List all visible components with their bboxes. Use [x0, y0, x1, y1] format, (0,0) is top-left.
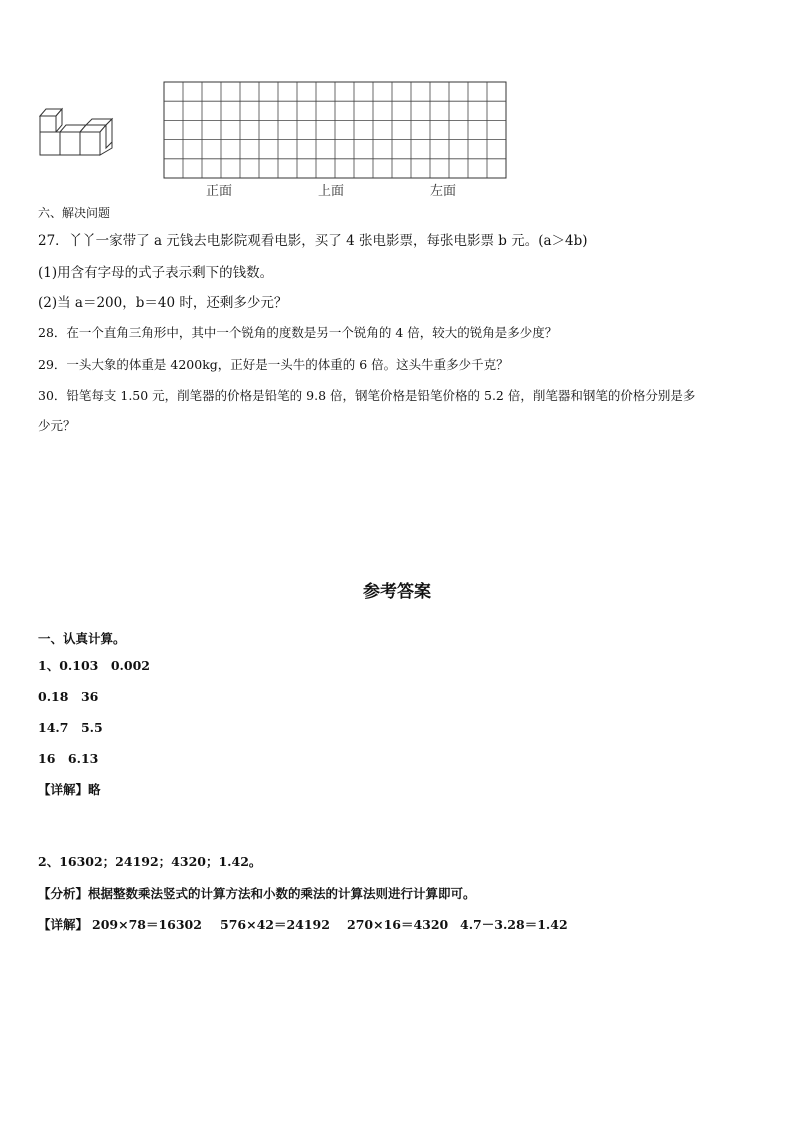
question-30-line2: 少元？ — [38, 418, 76, 433]
answer-1-detail: 【详解】略 — [38, 782, 101, 797]
left-view-label: 左面 — [430, 184, 457, 199]
answer-2-analysis: 【分析】根据整数乘法竖式的计算方法和小数的乘法的计算法则进行计算即可。 — [38, 886, 476, 901]
answer-2-eq4: 4.7－3.28＝1.42 — [460, 917, 568, 932]
answer-1-line4: 16 6.13 — [38, 751, 99, 766]
question-27: 27．丫丫一家带了 a 元钱去电影院观看电影，买了 4 张电影票，每张电影票 b 元。(a＞4b) — [38, 233, 588, 249]
answer-1-line2: 0.18 36 — [38, 689, 99, 704]
front-view-label: 正面 — [206, 184, 233, 199]
answer-2-detail-label: 【详解】 — [38, 917, 89, 932]
cube-figure — [36, 104, 120, 162]
question-30-line1: 30．铅笔每支 1.50 元，削笔器的价格是铅笔的 9.8 倍，钢笔价格是铅笔价格的 5.2 倍，削笔器和钢笔的价格分别是多 — [38, 388, 696, 403]
question-28: 28．在一个直角三角形中，其中一个锐角的度数是另一个锐角的 4 倍，较大的锐角是多少度？ — [38, 325, 558, 340]
answer-2-eq1: 209×78＝16302 — [92, 917, 202, 932]
answer-2-eq2: 576×42＝24192 — [220, 917, 330, 932]
answers-title: 参考答案 — [363, 582, 431, 602]
question-27-part2: (2)当 a＝200，b＝40 时，还剩多少元？ — [38, 295, 288, 311]
question-29: 29．一头大象的体重是 4200kg，正好是一头牛的体重的 6 倍。这头牛重多少千克？ — [38, 357, 509, 372]
drawing-grid — [164, 82, 506, 178]
answers-section1: 一、认真计算。 — [38, 631, 126, 646]
answer-2-eq3: 270×16＝4320 — [347, 917, 449, 932]
answer-1-line3: 14.7 5.5 — [38, 720, 103, 735]
top-view-label: 上面 — [318, 184, 345, 199]
answer-1-line1: 1、0.103 0.002 — [38, 658, 150, 673]
question-27-part1: (1)用含有字母的式子表示剩下的钱数。 — [38, 265, 274, 281]
section-heading: 六、解决问题 — [38, 206, 111, 220]
answer-2-line1: 2、16302；24192；4320；1.42。 — [38, 854, 262, 869]
